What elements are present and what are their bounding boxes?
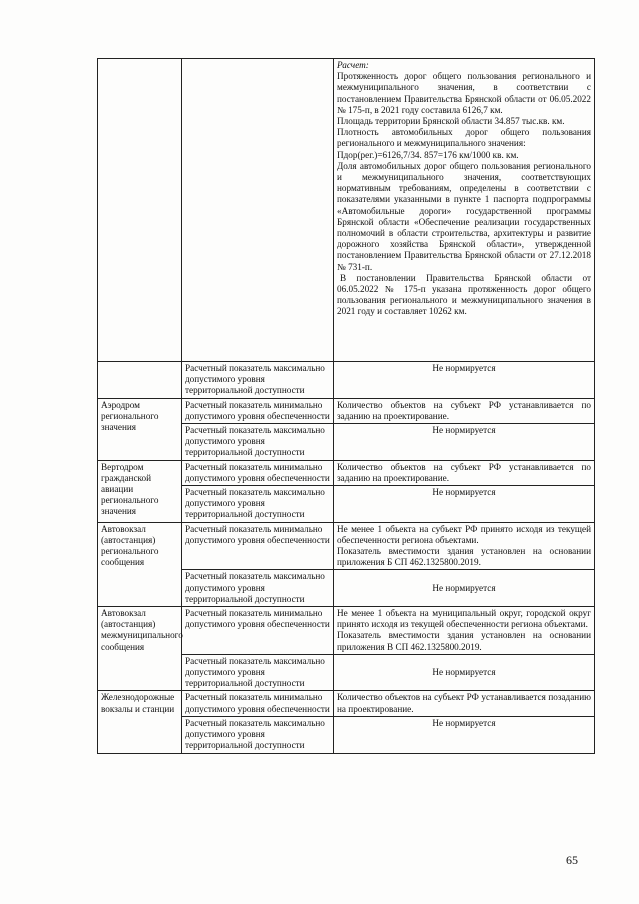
calc-paragraph: Площадь территории Брянской области 34.857 тыс.кв. км. [337, 116, 565, 127]
value-cell: Не нормируется [334, 362, 595, 399]
indicator-cell: Расчетный показатель максимально допустимого уровня территориальной доступности [182, 486, 334, 523]
indicator-cell: Расчетный показатель максимально допустимого уровня территориальной доступности [182, 654, 334, 691]
value-paragraph: Не менее 1 объекта на муниципальный округ, городской округ принято исходя из текущей обеспеченности региона объектами. [337, 608, 591, 630]
calc-paragraph: Доля автомобильных дорог общего пользования регионального и межмуниципального значения, соответствующих нормативным требованиям, определены в соответствии с показателями указанными в пункте 1 паспорта подпрограммы «Автомобильные дороги» государственной программы Брянской области «Обеспечение реализации государственных полномочий в области строительства, архитектуры и развитие дорожного хозяйства Брянской области», утвержденной постановлением Правительства Брянской области от 27.12.2018 № 731-п. [337, 160, 591, 272]
table-row [98, 460, 595, 485]
calc-paragraph: Протяженность дорог общего пользования регионального и межмуниципального значения, в соответствии с постановлением Правительства Брянской области от 06.05.2022 № 175-п, в 2021 году составила 6126,7 км. [337, 71, 591, 115]
calc-paragraph: В постановлении Правительства Брянской области от 06.05.2022 № 175-п указана протяженность дорог общего пользования регионального и межмуниципального значения в 2021 году и составляет 10262 км. [337, 272, 591, 317]
table-row [98, 522, 595, 570]
indicator-cell: Расчетный показатель максимально допустимого уровня территориальной доступности [182, 362, 334, 399]
value-cell: Количество объектов на субъект РФ устанавливается по заданию на проектирование. [334, 398, 595, 423]
value-cell: Не нормируется [334, 570, 595, 607]
object-name-cell: Железнодорожные вокзалы и станции [98, 691, 182, 753]
value-cell: Не нормируется [334, 716, 595, 753]
cell-object-empty [98, 59, 182, 362]
indicator-cell: Расчетный показатель минимально допустимого уровня обеспеченности [182, 398, 334, 423]
cell-object-empty [98, 362, 182, 399]
value-cell: Не нормируется [334, 654, 595, 691]
value-cell [334, 607, 595, 655]
indicator-cell: Расчетный показатель минимально допустимого уровня обеспеченности [182, 691, 334, 716]
value-paragraph: Показатель вместимости здания установлен на основании приложения Б СП 462.1325800.2019. [337, 546, 591, 568]
value-cell [334, 522, 595, 570]
calc-formula: Пдор(рег.)=6126,7/34. 857=176 км/1000 кв. км. [337, 149, 519, 160]
value-cell: Количество объектов на субъект РФ устанавливается по заданию на проектирование. [334, 460, 595, 485]
object-name-cell: Аэродром регионального значения [98, 398, 182, 460]
value-paragraph: Не менее 1 объекта на субъект РФ принято исходя из текущей обеспеченности региона объектами. [337, 523, 591, 545]
norms-table [97, 58, 595, 754]
indicator-cell: Расчетный показатель минимально допустимого уровня обеспеченности [182, 460, 334, 485]
indicator-cell: Расчетный показатель минимально допустимого уровня обеспеченности [182, 522, 334, 570]
object-name-cell: Автовокзал (автостанция) межмуниципального сообщения [98, 607, 182, 691]
page-number: 65 [566, 853, 578, 867]
table-row [98, 59, 595, 362]
cell-indicator-empty [182, 59, 334, 362]
calc-heading: Расчет: [337, 60, 369, 70]
object-name-cell: Автовокзал (автостанция) регионального сообщения [98, 522, 182, 606]
value-cell: Не нормируется [334, 424, 595, 461]
indicator-cell: Расчетный показатель максимально допустимого уровня территориальной доступности [182, 424, 334, 461]
calculation-cell [334, 59, 595, 362]
indicator-cell: Расчетный показатель минимально допустимого уровня обеспеченности [182, 607, 334, 655]
indicator-cell: Расчетный показатель максимально допустимого уровня территориальной доступности [182, 570, 334, 607]
indicator-cell: Расчетный показатель максимально допустимого уровня территориальной доступности [182, 716, 334, 753]
table-row [98, 607, 595, 655]
object-name-cell: Вертодром гражданской авиации регионального значения [98, 460, 182, 522]
table-row [98, 691, 595, 716]
value-paragraph: Показатель вместимости здания установлен на основании приложения В СП 462.1325800.2019. [337, 630, 591, 652]
value-cell: Не нормируется [334, 486, 595, 523]
value-cell: Количество объектов на субъект РФ устанавливается позаданию на проектирование. [334, 691, 595, 716]
table-row [98, 362, 595, 399]
table-row [98, 398, 595, 423]
calc-paragraph: Плотность автомобильных дорог общего пользования регионального и межмуниципального значения: [337, 127, 591, 149]
